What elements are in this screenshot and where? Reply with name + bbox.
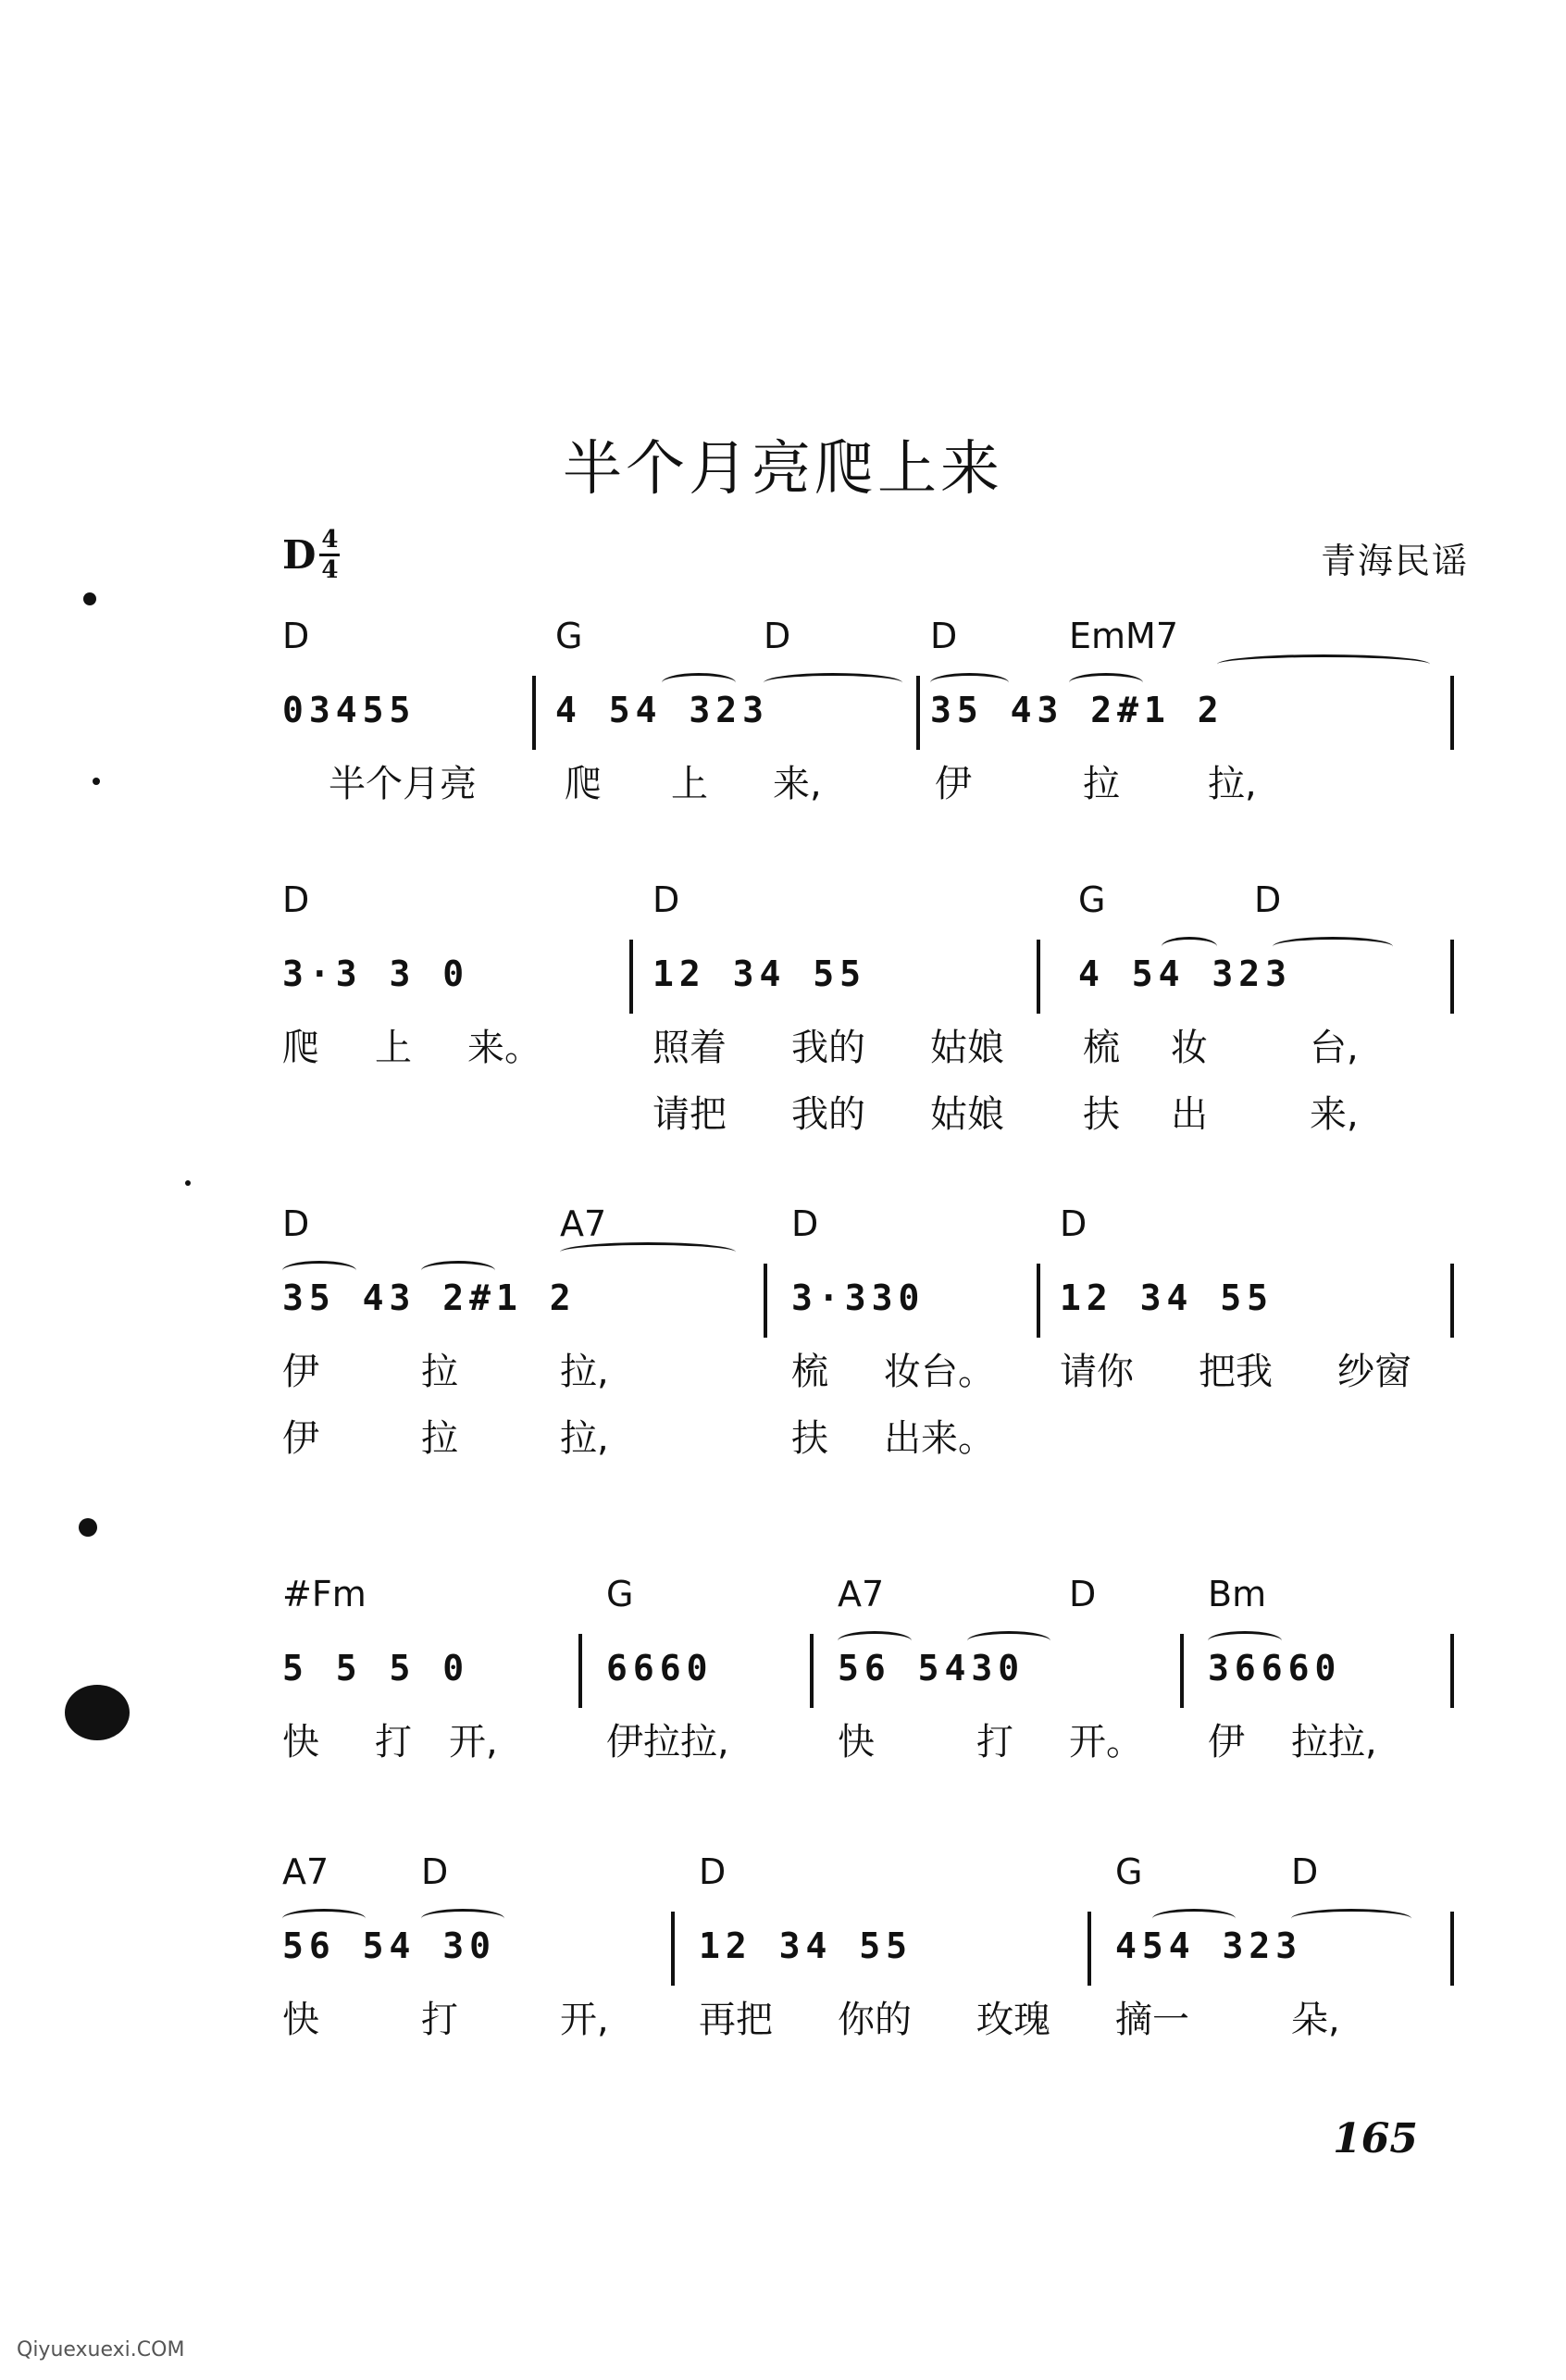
measure: 03455 (282, 690, 416, 730)
barline (1450, 676, 1454, 750)
song-title: 半个月亮爬上来 (563, 435, 1003, 504)
chord: D (791, 1203, 819, 1244)
chord: D (699, 1851, 727, 1892)
slur (282, 1909, 366, 1928)
lyric: 拉拉, (1291, 1721, 1377, 1763)
measure: 35 43 2#1 2 (282, 1277, 577, 1318)
measure: 12 34 55 (1060, 1277, 1274, 1318)
chord: D (282, 616, 310, 656)
measure: 36660 (1208, 1648, 1342, 1688)
slur (1152, 1909, 1236, 1928)
staff-system-4 (282, 1574, 1458, 1779)
lyric: 纱窗 (1337, 1351, 1411, 1393)
measure: 56 54 30 (282, 1925, 497, 1966)
lyric: 姑娘 (930, 1093, 1004, 1136)
key-signature (282, 528, 340, 582)
barline (764, 1264, 767, 1338)
lyric: 爬 (565, 763, 602, 805)
barline (916, 676, 920, 750)
chord-row (282, 1574, 1458, 1629)
barline (1088, 1912, 1091, 1986)
lyric: 伊拉拉, (606, 1721, 729, 1763)
lyric: 我的 (791, 1027, 865, 1069)
slur (1291, 1909, 1411, 1928)
lyric: 出 (1171, 1093, 1208, 1136)
chord: D (652, 879, 680, 920)
measure: 4 54 323 (1078, 953, 1293, 994)
barline (578, 1634, 582, 1708)
scan-speck (93, 778, 100, 785)
chord: D (1060, 1203, 1088, 1244)
time-sig-top: 4 (321, 526, 339, 554)
lyric: 伊 (282, 1417, 319, 1460)
measure: 3·330 (791, 1277, 926, 1318)
lyric: 玫瑰 (976, 1999, 1050, 2041)
lyric: 拉, (560, 1351, 609, 1393)
lyric: 开。 (1069, 1721, 1143, 1763)
chord: G (606, 1574, 634, 1614)
lyric-row-1 (282, 1990, 1458, 2057)
barline (532, 676, 536, 750)
barline (810, 1634, 814, 1708)
lyric: 开, (560, 1999, 609, 2041)
lyric: 伊 (935, 763, 972, 805)
lyric-row-2 (282, 1085, 1458, 1152)
slur (838, 1631, 912, 1651)
slur (1208, 1631, 1282, 1651)
key-letter: D (282, 532, 317, 578)
lyric: 把我 (1199, 1351, 1273, 1393)
lyric: 请你 (1060, 1351, 1134, 1393)
lyric: 扶 (791, 1417, 828, 1460)
lyric: 上 (671, 763, 708, 805)
lyric: 请把 (652, 1093, 727, 1136)
slur (1162, 937, 1217, 956)
measure: 454 323 (1115, 1925, 1303, 1966)
chord: G (555, 616, 583, 656)
barline (1450, 940, 1454, 1014)
lyric: 拉 (421, 1417, 458, 1460)
notes-row (282, 671, 1458, 754)
chord-row (282, 879, 1458, 935)
slur (1069, 673, 1143, 692)
lyric: 拉 (421, 1351, 458, 1393)
chord: D (421, 1851, 449, 1892)
chord: D (282, 1203, 310, 1244)
composer-credit: 青海民谣 (1320, 541, 1469, 581)
slur (662, 673, 736, 692)
lyric: 你的 (838, 1999, 912, 2041)
lyric: 再把 (699, 1999, 773, 2041)
staff-system-3 (282, 1203, 1458, 1476)
lyric: 照着 (652, 1027, 727, 1069)
chord: A7 (282, 1851, 329, 1892)
chord: D (282, 879, 310, 920)
slur (1217, 654, 1430, 674)
chord: G (1078, 879, 1106, 920)
measure: 3·3 3 0 (282, 953, 470, 994)
notes-row (282, 1907, 1458, 1990)
slur (930, 673, 1009, 692)
lyric: 拉 (1083, 763, 1120, 805)
notes-row (282, 1259, 1458, 1342)
barline (1450, 1634, 1454, 1708)
chord-row (282, 1203, 1458, 1259)
barline (1037, 940, 1040, 1014)
lyric: 拉, (1208, 763, 1257, 805)
barline (1180, 1634, 1184, 1708)
lyric: 打 (375, 1721, 412, 1763)
chord: #Fm (282, 1574, 367, 1614)
notes-row (282, 935, 1458, 1018)
chord: EmM7 (1069, 616, 1178, 656)
lyric-row-2 (282, 1409, 1458, 1476)
measure: 35 43 2#1 2 (930, 690, 1224, 730)
lyric: 妆台。 (884, 1351, 995, 1393)
barline (629, 940, 633, 1014)
lyric: 开, (449, 1721, 498, 1763)
lyric-row-1 (282, 754, 1458, 821)
lyric-row-1 (282, 1342, 1458, 1409)
lyric: 扶 (1083, 1093, 1120, 1136)
chord: A7 (838, 1574, 885, 1614)
slur (764, 673, 902, 692)
lyric: 来。 (467, 1027, 541, 1069)
measure: 4 54 323 (555, 690, 770, 730)
slur (967, 1631, 1050, 1651)
chord: D (930, 616, 958, 656)
time-signature (319, 528, 340, 582)
lyric: 姑娘 (930, 1027, 1004, 1069)
measure: 56 5430 (838, 1648, 1025, 1688)
lyric: 快 (282, 1721, 319, 1763)
chord: A7 (560, 1203, 607, 1244)
chord: D (764, 616, 791, 656)
lyric: 伊 (282, 1351, 319, 1393)
lyric: 妆 (1171, 1027, 1208, 1069)
barline (1450, 1264, 1454, 1338)
slur (282, 1261, 356, 1280)
lyric: 来, (773, 763, 822, 805)
lyric: 梳 (1083, 1027, 1120, 1069)
lyric-row-1 (282, 1713, 1458, 1779)
lyric-row-1 (282, 1018, 1458, 1085)
measure: 5 5 5 0 (282, 1648, 470, 1688)
staff-system-2 (282, 879, 1458, 1152)
chord: G (1115, 1851, 1143, 1892)
page-number: 165 (1333, 2115, 1418, 2162)
lyric: 梳 (791, 1351, 828, 1393)
watermark-text: Qiyuexuexi.COM (17, 2338, 185, 2361)
scan-speck (185, 1180, 191, 1186)
lyric: 上 (375, 1027, 412, 1069)
lyric: 台, (1310, 1027, 1359, 1069)
slur (560, 1242, 736, 1262)
slur (421, 1261, 495, 1280)
barline (1450, 1912, 1454, 1986)
slur (1273, 937, 1393, 956)
measure: 12 34 55 (699, 1925, 914, 1966)
chord: D (1069, 1574, 1097, 1614)
barline (1037, 1264, 1040, 1338)
slur (421, 1909, 504, 1928)
lyric: 打 (976, 1721, 1013, 1763)
lyric: 来, (1310, 1093, 1359, 1136)
lyric: 摘一 (1115, 1999, 1189, 2041)
lyric: 半个月亮 (329, 763, 477, 805)
staff-system-5 (282, 1851, 1458, 2057)
lyric: 爬 (282, 1027, 319, 1069)
chord: D (1254, 879, 1282, 920)
time-sig-bottom: 4 (321, 556, 339, 584)
notes-row (282, 1629, 1458, 1713)
lyric: 朵, (1291, 1999, 1340, 2041)
chord-row (282, 1851, 1458, 1907)
chord: D (1291, 1851, 1319, 1892)
lyric: 我的 (791, 1093, 865, 1136)
lyric: 出来。 (884, 1417, 995, 1460)
lyric: 伊 (1208, 1721, 1245, 1763)
binder-hole (65, 1685, 130, 1740)
chord: Bm (1208, 1574, 1267, 1614)
lyric: 快 (838, 1721, 875, 1763)
barline (671, 1912, 675, 1986)
lyric: 拉, (560, 1417, 609, 1460)
lyric: 快 (282, 1999, 319, 2041)
measure: 12 34 55 (652, 953, 867, 994)
scan-speck (79, 1518, 97, 1537)
scan-speck (83, 592, 96, 605)
measure: 6660 (606, 1648, 714, 1688)
staff-system-1 (282, 616, 1458, 821)
lyric: 打 (421, 1999, 458, 2041)
